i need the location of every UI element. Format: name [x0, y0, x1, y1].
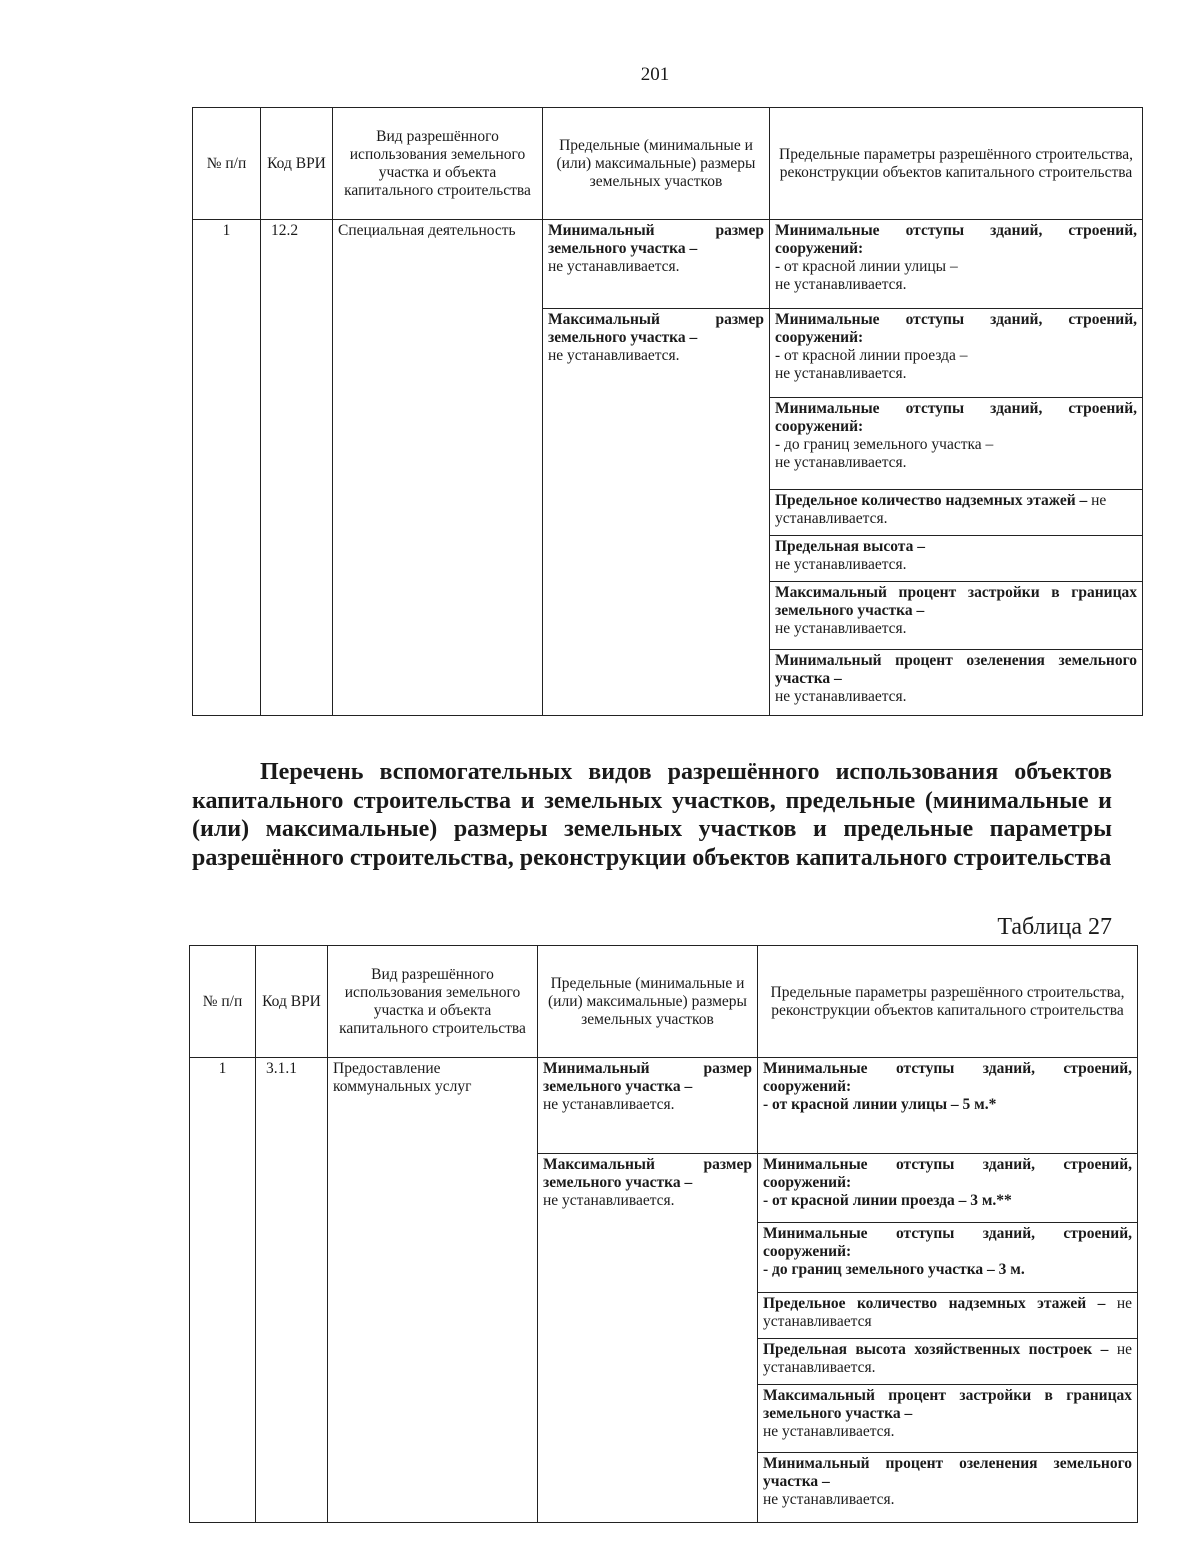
row-code: 3.1.1 [256, 1058, 328, 1523]
header-num: № п/п [190, 946, 256, 1058]
row-num: 1 [193, 220, 261, 716]
table-header-row [190, 946, 1138, 1058]
param-line: - до границ земельного участка – [775, 436, 994, 453]
land-size-min-title: Минимальный размер земельного участка – [543, 1060, 752, 1095]
land-size-min-title: Минимальный размер земельного участка – [548, 222, 764, 257]
param-title: Предельное количество надземных этажей – [775, 492, 1088, 509]
param-title: Минимальные отступы зданий, строений, сооружений: [763, 1156, 1132, 1191]
param-cell [758, 1154, 1138, 1223]
param-cell [770, 220, 1143, 309]
param-value: не устанавливается. [763, 1423, 895, 1440]
table-main-uses [192, 107, 1143, 716]
param-value: не устанавливается. [775, 365, 907, 382]
header-params: Предельные параметры разрешённого строительства, реконструкции объектов капитального строительства [770, 108, 1143, 220]
land-size-max-title: Максимальный размер земельного участка – [548, 311, 764, 346]
row-num: 1 [190, 1058, 256, 1523]
param-title: Максимальный процент застройки в границах земельного участка – [763, 1387, 1132, 1422]
param-value: не устанавливается. [775, 276, 907, 293]
param-cell [770, 582, 1143, 650]
param-title: Минимальные отступы зданий, строений, сооружений: [763, 1060, 1132, 1095]
param-value: не устанавливается [763, 1295, 1133, 1330]
land-size-max-value: не устанавливается. [543, 1192, 675, 1209]
param-line: - от красной линии улицы – 5 м.* [763, 1096, 997, 1113]
param-title: Минимальные отступы зданий, строений, сооружений: [775, 222, 1137, 257]
param-value: не устанавливается. [775, 556, 907, 573]
header-land-size: Предельные (минимальные и (или) максимальные) размеры земельных участков [538, 946, 758, 1058]
param-value: не устанавливается. [763, 1341, 1132, 1376]
param-title: Минимальные отступы зданий, строений, сооружений: [775, 311, 1137, 346]
param-cell [770, 490, 1143, 536]
param-title: Предельная высота хозяйственных построек – [763, 1341, 1109, 1358]
land-size-max [538, 1154, 758, 1523]
land-size-max [543, 309, 770, 716]
param-line: - от красной линии проезда – 3 м.** [763, 1192, 1012, 1209]
param-cell [770, 309, 1143, 398]
param-title: Максимальный процент застройки в границах земельного участка – [775, 584, 1137, 619]
param-cell [758, 1223, 1138, 1293]
param-line: - от красной линии улицы – [775, 258, 958, 275]
param-title: Минимальные отступы зданий, строений, сооружений: [775, 400, 1137, 435]
param-value: не устанавливается. [775, 620, 907, 637]
param-title: Предельная высота – [775, 538, 925, 555]
land-size-min-value: не устанавливается. [548, 258, 680, 275]
row-use-kind: Специальная деятельность [333, 220, 543, 716]
param-line: - от красной линии проезда – [775, 347, 968, 364]
land-size-min-value: не устанавливается. [543, 1096, 675, 1113]
param-value: не устанавливается. [763, 1491, 895, 1508]
param-cell [758, 1058, 1138, 1154]
table-row [190, 1058, 1138, 1154]
table-auxiliary-uses [189, 945, 1138, 1523]
row-code: 12.2 [261, 220, 333, 716]
param-value: не устанавливается. [775, 688, 907, 705]
header-num: № п/п [193, 108, 261, 220]
param-title: Минимальные отступы зданий, строений, сооружений: [763, 1225, 1132, 1260]
table-row [193, 220, 1143, 309]
section-heading-text: Перечень вспомогательных видов разрешённого использования объектов капитального строительства и земельных участков, предельные (минимальные и (или) максимальные) размеры земельных участков и предельные параметры разрешённого строительства, реконструкции объектов капитального строительства [192, 759, 1112, 871]
param-cell [770, 536, 1143, 582]
header-use-kind: Вид разрешённого использования земельного участка и объекта капитального строительства [328, 946, 538, 1058]
param-title: Минимальный процент озеленения земельного участка – [775, 652, 1137, 687]
land-size-max-value: не устанавливается. [548, 347, 680, 364]
row-use-kind: Предоставление коммунальных услуг [328, 1058, 538, 1523]
param-cell [758, 1453, 1138, 1523]
header-code: Код ВРИ [261, 108, 333, 220]
section-heading [192, 758, 1112, 872]
table-caption: Таблица 27 [997, 914, 1112, 940]
header-land-size: Предельные (минимальные и (или) максимальные) размеры земельных участков [543, 108, 770, 220]
land-size-max-title: Максимальный размер земельного участка – [543, 1156, 752, 1191]
header-params: Предельные параметры разрешённого строительства, реконструкции объектов капитального строительства [758, 946, 1138, 1058]
land-size-min [538, 1058, 758, 1154]
param-cell [758, 1385, 1138, 1453]
param-cell [770, 398, 1143, 490]
param-title: Предельное количество надземных этажей – [763, 1295, 1106, 1312]
param-title: Минимальный процент озеленения земельного участка – [763, 1455, 1132, 1490]
land-size-min [543, 220, 770, 309]
param-cell [758, 1293, 1138, 1339]
param-value: не устанавливается. [775, 454, 907, 471]
header-code: Код ВРИ [256, 946, 328, 1058]
param-line: - до границ земельного участка – 3 м. [763, 1261, 1025, 1278]
header-use-kind: Вид разрешённого использования земельного участка и объекта капитального строительства [333, 108, 543, 220]
param-cell [770, 650, 1143, 716]
table-header-row [193, 108, 1143, 220]
page-number: 201 [640, 64, 670, 85]
param-cell [758, 1339, 1138, 1385]
param-value: не устанавливается. [775, 492, 1107, 527]
